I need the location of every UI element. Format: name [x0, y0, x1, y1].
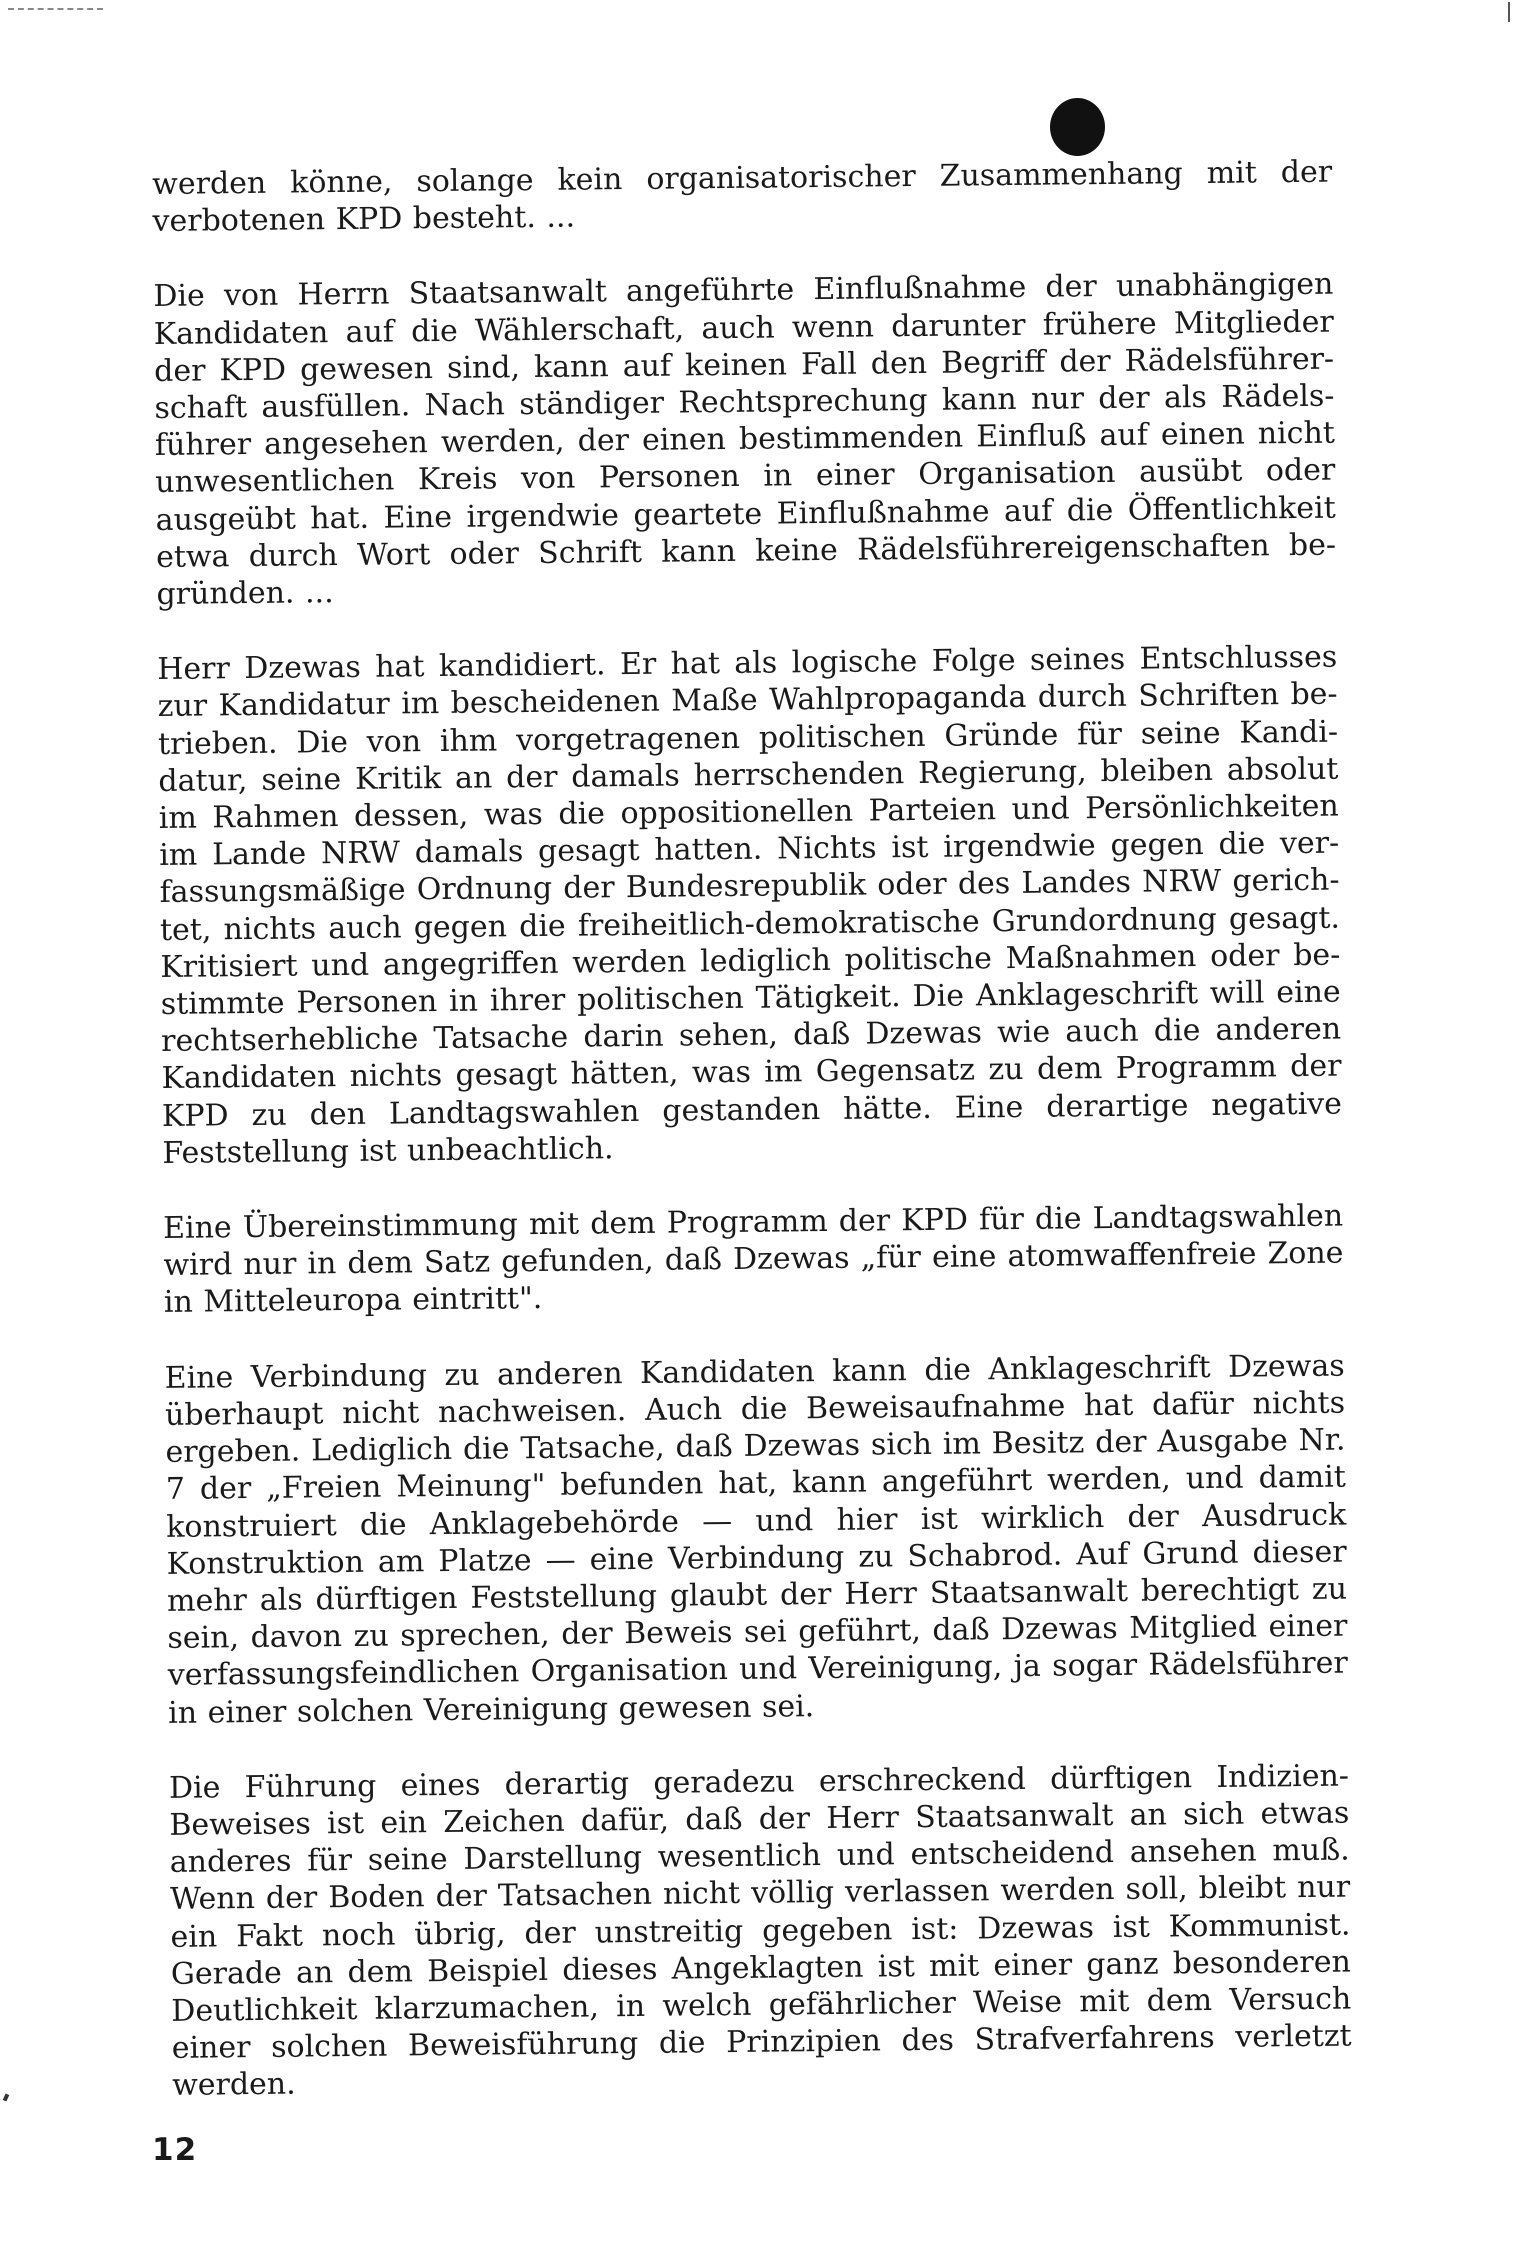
scan-edge-tick	[1508, 2, 1510, 22]
paragraph-3: Herr Dzewas hat kandidiert. Er hat als logische Folge seines Entschlusses zur Kandidatur im bescheidenen Maße Wahlpropaganda durch Schriften betrieben. Die von ihm vorgetragenen politischen Gründe für seine Kandidatur, seine Kritik an der damals herrschenden Regierung, bleiben absolut im Rahmen dessen, was die oppositionellen Parteien und Persönlichkeiten im Lande NRW damals gesagt hatten. Nichts ist irgendwie gegen die verfassungsmäßige Ordnung der Bundesrepublik oder des Landes NRW gerichtet, nichts auch gegen die freiheitlich-demokratische Grundordnung gesagt. Kritisiert und angegriffen werden lediglich politische Maßnahmen oder bestimmte Personen in ihrer politischen Tätigkeit. Die Anklageschrift will eine rechtserhebliche Tatsache darin sehen, daß Dzewas wie auch die anderen Kandidaten nichts gesagt hätten, was im Gegensatz zu dem Programm der KPD zu den Landtagswahlen gestanden hätte. Eine derartige negative Feststellung ist unbeachtlich.	[157, 639, 1343, 1171]
paragraph-5: Eine Verbindung zu anderen Kandidaten kann die Anklageschrift Dzewas überhaupt nicht nachweisen. Auch die Beweisaufnahme hat dafür nichts ergeben. Lediglich die Tatsache, daß Dzewas sich im Besitz der Ausgabe Nr. 7 der „Freien Meinung" befunden hat, kann angeführt werden, und damit konstruiert die Anklagebehörde — und hier ist wirklich der Ausdruck Konstruktion am Platze — eine Verbindung zu Schabrod. Auf Grund dieser mehr als dürftigen Feststellung glaubt der Herr Staatsanwalt berechtigt zu sein, davon zu sprechen, der Beweis sei geführt, daß Dzewas Mitglied einer verfassungsfeindlichen Organisation und Vereinigung, ja sogar Rädelsführer in einer solchen Vereinigung gewesen sei.	[164, 1348, 1348, 1731]
page-number: 12	[152, 2132, 198, 2168]
paragraph-4: Eine Übereinstimmung mit dem Programm der KPD für die Landtagswahlen wird nur in dem Satz gefunden, daß Dzewas „für eine atomwaffenfreie Zone in Mitteleuropa eintritt".	[162, 1198, 1344, 1321]
punch-hole-dot	[1050, 98, 1105, 156]
scan-edge-mark	[8, 8, 103, 10]
paragraph-2: Die von Herrn Staatsanwalt angeführte Einflußnahme der unabhängigen Kandidaten auf die Wählerschaft, auch wenn darunter frühere Mitglieder der KPD gewesen sind, kann auf keinen Fall den Begriff der Rädelsführerschaft ausfüllen. Nach ständiger Rechtsprechung kann nur der als Rädelsführer angesehen werden, der einen bestimmenden Einfluß auf einen nicht unwesentlichen Kreis von Personen in einer Organisation ausübt oder ausgeübt hat. Eine irgendwie geartete Einflußnahme auf die Öffentlichkeit etwa durch Wort oder Schrift kann keine Rädelsführereigenschaften begründen. ...	[153, 267, 1337, 613]
body-text	[152, 154, 1352, 2105]
paragraph-6: Die Führung eines derartig geradezu erschreckend dürftigen Indizien-Beweises ist ein Zeichen dafür, daß der Herr Staatsanwalt an sich etwas anderes für seine Darstellung wesentlich und entscheidend ansehen muß. Wenn der Boden der Tatsachen nicht völlig verlassen werden soll, bleibt nur ein Fakt noch übrig, der unstreitig gegeben ist: Dzewas ist Kommunist. Gerade an dem Beispiel dieses Angeklagten ist mit einer ganz besonderen Deutlichkeit klarzumachen, in welch gefährlicher Weise mit dem Versuch einer solchen Beweisführung die Prinzipien des Strafverfahrens verletzt werden.	[168, 1758, 1352, 2104]
paragraph-1: werden könne, solange kein organisatorischer Zusammenhang mit der verbotenen KPD besteht. ...	[152, 154, 1333, 240]
scan-speck	[3, 2093, 10, 2101]
